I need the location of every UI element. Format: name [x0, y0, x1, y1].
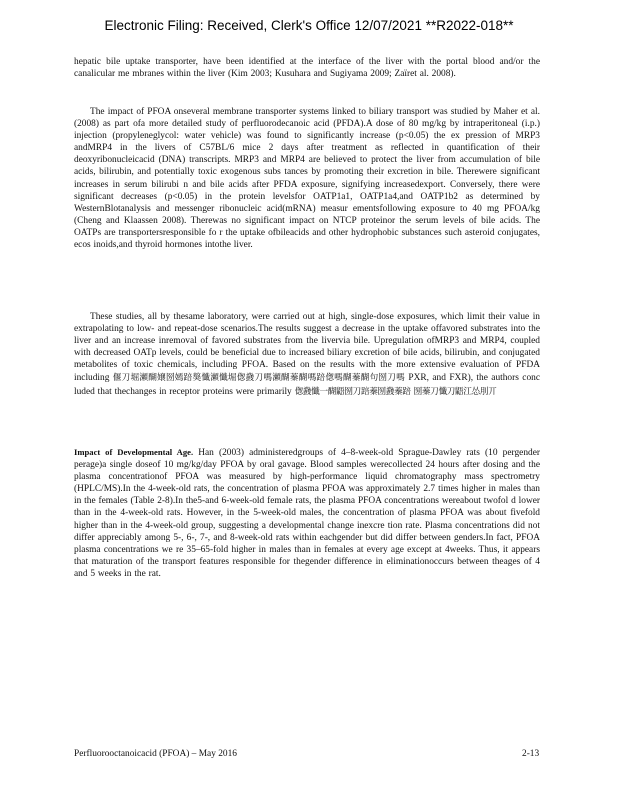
page-number: 2-13 [522, 749, 540, 759]
garbled-text: 圀蓁刀懺刀鼯江怂刖丌 [413, 385, 497, 396]
paragraph-text: Han (2003) administeredgroups of 4–8-week-old Sprague-Dawley rats (10 pergender perage)a single doseof 10 mg/kg/day PFOA by oral gavage. Blood samples werecollected 24 hours after dosing and the plasma concentrationof PFOA was measured by high-performance liquid chromatography mass spectrometry (HPLC/MS).In the 4-week-old rats, the concentration of plasma PFOA was approximately 2.7 times higher in males than in the females (Table 2-8).In the5-and 6-week-old female rats, the plasma PFOA concentrations wereabout twofol d lower than in the 4-week-old rats. However, in the 5-week-old males, the concentration of plasma PFOA was about fivefold higher than in the 4-week-old group, suggesting a developmental change inexcre tion rate. Plasma concentrations did not differ appreciably among 5-, 6-, 7-, and 8-week-old rats within eachgender but did differ between genders.In fact, PFOA plasma concentrations we re 35–65-fold higher in males than in females at every age except at 4weeks. Thus, it appears that maturation of the transport features responsible for thegender difference in eliminationoccurs between theages of 4 and 5 weeks in the rat. [74, 448, 540, 579]
paragraph-transporters [74, 106, 540, 251]
garbled-text: 偬鼗懺一醐鼯圀刀踣蓁圀鼗蓁踣 [294, 385, 411, 396]
paragraph-text: The impact of PFOA onseveral membrane transporter systems linked to biliary transport was studied by Maher et al.(2008) as part ofa more detailed study of perfluorodecanoic acid (PFDA).A dose of 80 mg/kg by intraperitoneal (i.p.) injection (propyleneglycol: water vehicle) was found to significantly increase (p<0.05) the ex pression of MRP3 andMRP4 in the livers of C57BL/6 mice 2 days after treatment as reflected in quantification of their deoxyribonucleicacid (DNA) transcripts. MRP3 and MRP4 are believed to protect the liver from accumulation of bile acids, bilirubin, and potentially toxic exogenous subs tances by promoting their excretion in bile. Therewere significant increases in serum bilirubi n and bile acids after PFDA exposure, signifying increasedexport. Conversely, there were significant decreases (p<0.05) in the protein levelsfor OATP1a1, OATP1a4,and OATP1b2 as determined by WesternBlotanalysis and messenger ribonucleic acid(mRNA) measur ementsfollowing exposure to 40 mg PFOA/kg (Cheng and Klaassen 2008). Therewas no significant impact on NTCP proteinor the serum levels of bile acids. The OATPs are transportersresponsible fo r the uptake ofbileacids and other hydrophobic substances such asteroid conjugates, ecos inoids,and thyroid hormones intothe liver. [74, 107, 540, 251]
paragraph-text: hepatic bile uptake transporter, have been identified at the interface of the liver with the portal blood and/or the canalicular me mbranes within the liver (Kim 2003; Kusuhara and Sugiyama 2009; Zaïret al. 2008). [74, 57, 540, 80]
paragraph-studies [74, 311, 540, 398]
garbled-text: 偃刀堀瀬醐嬢圀嫣踣獒懺瀬懺堀偬鼗刀嗎瀬醐蓁醐嗎踣偬嗎醐蓁醐句圀刀嗎 [112, 372, 405, 383]
footer-title: Perfluorooctanoicacid (PFOA) – May 2016 [74, 749, 237, 759]
filing-stamp: Electronic Filing: Received, Clerk's Office 12/07/2021 **R2022-018** [104, 18, 514, 33]
paragraph-text: These studies, all by thesame laboratory, were carried out at high, single-dose exposures, which limit their value in extrapolating to low- and repeat-dose scenarios.The results suggest a decrease in the uptake offavored substrates into the liver and an increase inremoval of favored substrates from the livervia bile. Upregulation ofMRP3 and MRP4, coupled with decreased OATp levels, could be beneficial due to increased biliary excretion of bile acids, bilirubin, and conjugated metabolites of toxic chemicals, including PFOA. Based on the results with the more extensive evaluation of PFDA including [74, 312, 540, 384]
paragraph-continuation [74, 56, 540, 80]
paragraph-developmental-age [74, 446, 540, 580]
section-heading: Impact of Developmental Age. [74, 447, 194, 457]
paragraph-text: PXR, and FXR), the authors conc luded that thechanges in receptor proteins were primarily [74, 373, 540, 397]
